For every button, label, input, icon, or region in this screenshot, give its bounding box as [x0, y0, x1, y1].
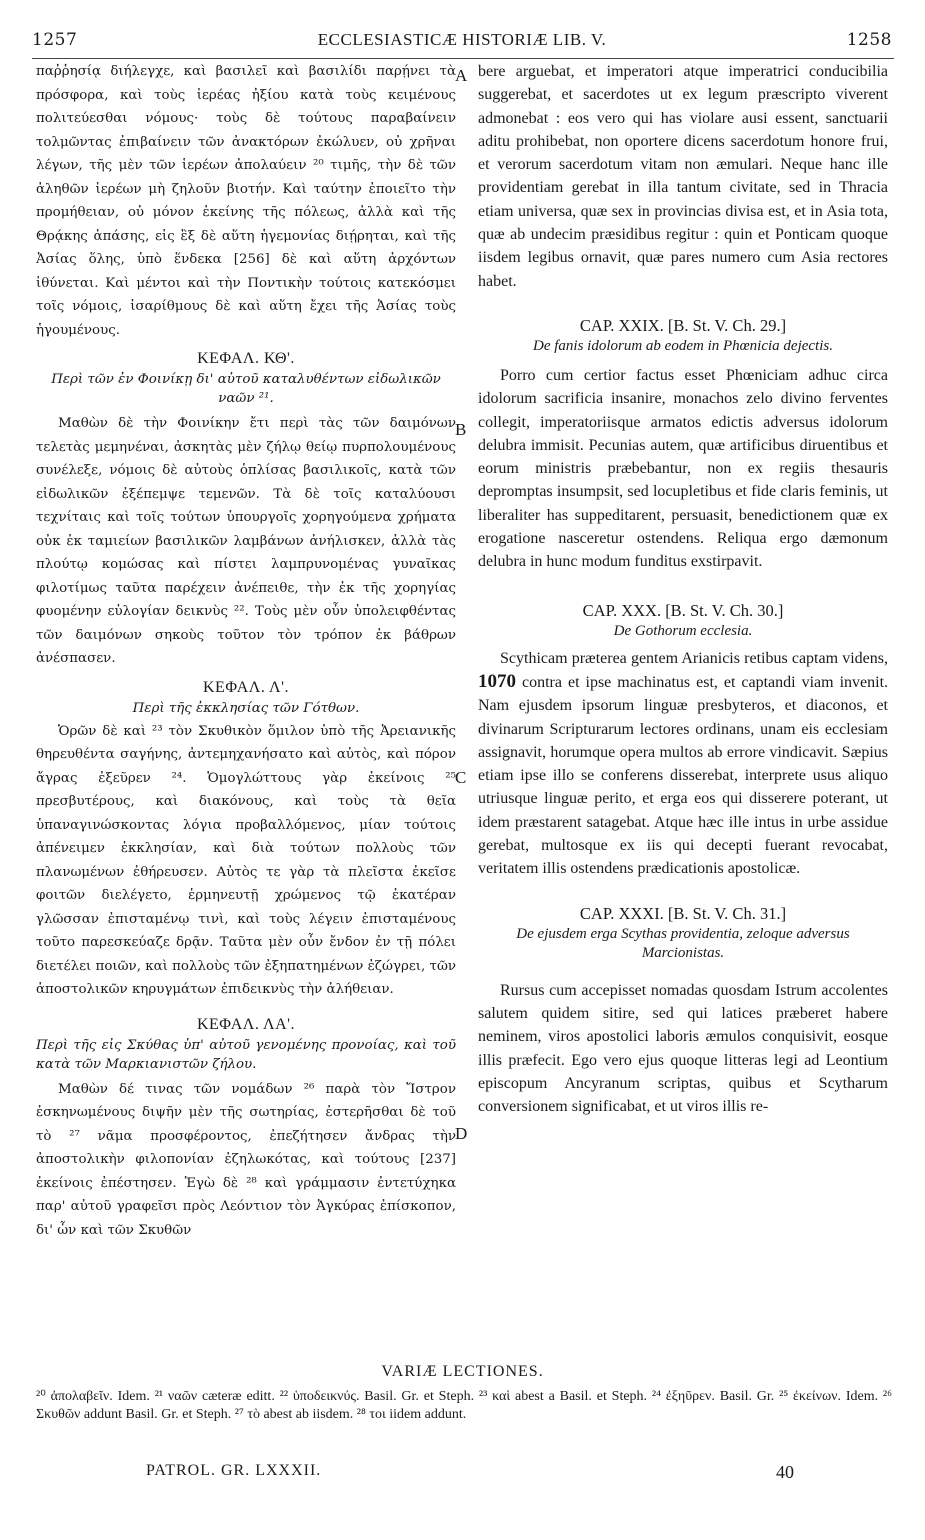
margin-letter-c: C [455, 768, 467, 787]
latin-cap31-subtitle: De ejusdem erga Scythas providentia, zeloque adversus Marcionistas. [516, 925, 850, 961]
variae-lectiones-text: ²⁰ ἀπολαβεῖν. Idem. ²¹ ναῶν cæteræ editt. ²² ὑποδεικνύς. Basil. Gr. et Steph. ²³ καὶ abest a Basil. et Steph. ²⁴ ἐξηῦρεν. Basil. Gr. ²⁵ ἐκείνων. Idem. ²⁶ Σκυθῶν addunt Basil. Gr. et Steph. ²⁷ τὸ abest ab iisdem. ²⁸ τοι iidem addunt. [36, 1389, 892, 1422]
footer-sheet-number: 40 [776, 1462, 794, 1482]
latin-cap30-text [478, 647, 888, 881]
greek-cap30-text: Ὁρῶν δὲ καὶ ²³ τὸν Σκυθικὸν ὅμιλον ὑπὸ τῆς Ἀρειανικῆς θηρευθέντα σαγήνης, ἀντεμηχανήσατο καὶ αὐτὸς, καὶ πόρον ἄγρας ἐξεῦρεν ²⁴. Ὁμογλώττους γὰρ ἐκείνοις ²⁵ πρεσβυτέρους, καὶ διακόνους, καὶ τοὺς τὰ θεῖα ὑπαναγινώσκοντας λόγια προβαλλόμενος, μίαν τούτοις ἀπένειμεν ἐκκλησίαν, καὶ διὰ τούτων πολλοὺς τῶν πλανωμένων ἐθήρευσεν. Αὐτὸς τε γὰρ τὰ πλεῖστα ἐκεῖσε φοιτῶν διελέγετο, ἑρμηνευτῇ χρώμενος τῷ ἑκατέραν γλῶσσαν ἐπισταμένῳ τινὶ, καὶ τοὺς λέγειν ἐπισταμένους τοῦτο παρεσκεύαζε δρᾷν. Ταῦτα μὲν οὖν ἔνδον ἐν τῇ πόλει διετέλει ποιῶν, καὶ πολλοὺς τῶν ἐξηπατημένων ἐζώγρει, τῶν ἀποστολικῶν κηρυγμάτων ἐπιδεικνὺς τὴν ἀλήθειαν. [36, 723, 457, 997]
column-number-1070: 1070 [478, 670, 516, 692]
footer-signature: PATROL. GR. LXXXII. [146, 1462, 322, 1479]
page-footer [36, 1462, 892, 1486]
greek-cap30-heading: ΚΕΦΑΛ. Λ'. [202, 678, 289, 696]
margin-letter-a: A [455, 66, 468, 85]
latin-column [478, 60, 888, 1118]
latin-intro-text: bere arguebat, et imperatori atque imperatrici conducibilia suggerebat, et sacerdotes ut ex legum præscripto viverent admonebat : eos vero qui has violare ausi essent, sanctuarii aditu prohibebat, non oportere dicens sacerdotum honore frui, et verorum sacerdotum vitam non æmulari. Neque hanc ille providentiam gerebat in illa tantum civitate, sed in Thracia etiam universa, quæ sex in provincias divisa est, et in Asia tota, quæ ab undecim præsidibus regitur : quin et Ponticam quoque iisdem legibus ornavit, quæ pares numero cum Asia rectores habet. [478, 63, 888, 290]
latin-cap29-heading: CAP. XXIX. [B. St. V. Ch. 29.] [579, 315, 787, 335]
greek-column [36, 60, 456, 1242]
latin-cap31-heading: CAP. XXXI. [B. St. V. Ch. 31.] [579, 903, 787, 923]
latin-cap30-text-b: contra et ipse machinatus est, et captandi viam invenit. Nam ejusdem ipsorum linguæ presbyteros, et diaconos, et divinarum Scripturarum lectores ordinans, unam eis ecclesiam assignavit, horumque opera multos ab errore vindicavit. Sæpius etiam ipse illo se conferens disserebat, interprete usus aliquo utriusque linguæ perito, et erga eos qui disserere poterant, ut idem præstarent satagebat. Atque hæc ille intus in urbe assidue gerebat, multosque ex iis qui decepti fuerant revocabat, veritatem illis ostendens prædicationis apostolicæ. [478, 673, 889, 878]
latin-cap31-text: Rursus cum accepisset nomadas quosdam Istrum accolentes salutem quidem sitire, sed qui latices præberet habere neminem, viros apostolici laboris æmulos conquisivit, eosque illis præfecit. Ego vero ejus quoque litteras legi ad Leontium episcopum Ancyranum scriptas, quibus et Scytharum conversionem significabat, et ut viros illis re- [478, 981, 888, 1116]
left-page-number: 1257 [32, 30, 78, 50]
variae-lectiones-title: VARIÆ LECTIONES. [381, 1363, 544, 1380]
greek-cap29-heading: ΚΕΦΑΛ. ΚΘ'. [197, 350, 295, 367]
latin-cap29-text: Porro cum certior factus esset Phœniciam adhuc circa idolorum sacrificia insanire, monachos zelo divino ferventes collegit, imperatoriisque armatos edictis adversus idolorum delubra immisit. Pecunias autem, quæ artificibus diruentibus et eorum ministris præbebantur, non ex regiis thesauris depromptas insumpsit, sed locupletibus et fide claris feminis, ut liberaliter has suppeditarent, persuasit, benedictionem quæ ex erogatione nasceretur ostendens. Reliqua ergo dæmonum delubra in hunc modum funditus exstirpavit. [478, 366, 888, 571]
running-title: ECCLESIASTICÆ HISTORIÆ LIB. V. [317, 30, 607, 49]
greek-cap31-heading: ΚΕΦΑΛ. ΛΑ'. [196, 1015, 296, 1033]
margin-letter-b: B [455, 420, 467, 439]
latin-cap30-heading: CAP. XXX. [B. St. V. Ch. 30.] [582, 600, 784, 620]
margin-letter-d: D [455, 1124, 468, 1143]
greek-cap30-subtitle: Περὶ τῆς ἐκκλησίας τῶν Γότθων. [132, 700, 360, 716]
greek-cap31-subtitle: Περὶ τῆς εἰς Σκύθας ὑπ' αὐτοῦ γενομένης προνοίας, καὶ τοῦ κατὰ τῶν Μαρκιανιστῶν ζήλου. [36, 1037, 456, 1072]
latin-cap30-text-a: Scythicam præterea gentem Arianicis retibus captam videns, [500, 649, 888, 667]
greek-intro-text: παῤῥησίᾳ διήλεγχε, καὶ βασιλεῖ καὶ βασιλίδι παρῄνει τὰ πρόσφορα, καὶ τοὺς ἱερέας ἠξίου κατὰ τοὺς κειμένους πολιτεύεσθαι νόμους· τοὺς δὲ τούτους παραβαίνειν τολμῶντας ἐπιβαίνειν τῶν ἀνακτόρων ἐκώλυεν, οὐ χρῆναι λέγων, τῆς μὲν τῶν ἱερέων ἀπολαύειν ²⁰ τιμῆς, τὴν δὲ τῶν ἀληθῶν ἱερέων μὴ ζηλοῦν βιοτήν. Καὶ ταύτην ἐποιεῖτο τὴν προμήθειαν, οὐ μόνον ἐκείνης τῆς πόλεως, ἀλλὰ καὶ τῆς Θρᾴκης ἁπάσης, εἰς ἓξ δὲ αὕτη ἡγεμονίας διῄρηται, καὶ τῆς Ἀσίας ὅλης, ὑπὸ ἕνδεκα [256] δὲ καὶ αὕτη ἀρχόντων ἰθύνεται. Καὶ μέντοι καὶ τὴν Ποντικὴν τούτοις κατεκόσμει τοῖς νόμοις, ἰσαρίθμους δὲ καὶ αὕτη ἔχει τῆς Ἀσίας τοὺς ἡγουμένους. [36, 64, 456, 338]
greek-cap29-subtitle: Περὶ τῶν ἐν Φοινίκῃ δι' αὐτοῦ καταλυθέντων εἰδωλικῶν ναῶν ²¹. [51, 372, 441, 406]
latin-cap30-subtitle: De Gothorum ecclesia. [613, 622, 753, 639]
header-rule [32, 58, 894, 59]
right-page-number: 1258 [846, 30, 892, 50]
greek-cap29-text: Μαθὼν δὲ τὴν Φοινίκην ἔτι περὶ τὰς τῶν δαιμόνων τελετὰς μεμηνέναι, ἀσκητὰς μὲν ζήλῳ θείῳ πυρπολουμένους συνέλεξε, νόμοις δὲ αὐτοὺς ὁπλίσας βασιλικοῖς, κατὰ τῶν εἰδωλικῶν ἐξέπεμψε τεμενῶν. Τὰ δὲ τοῖς καταλύουσι τεχνίταις καὶ τοῖς τούτων ὑπουργοῖς χορηγούμενα χρήματα οὐκ ἐκ ταμιείων βασιλικῶν λαμβάνων ἀνήλισκεν, ἀλλὰ τὰς πλούτῳ κομώσας καὶ πίστει λαμπρυνομένας γυναῖκας φιλοτίμως ταῦτα παρέχειν ἀνέπειθε, τὴν ἐκ τῆς χορηγίας φυομένην εὐλογίαν δεικνὺς ²². Τοὺς μὲν οὖν ὑπολειφθέντας τῶν δαιμόνων σηκοὺς τοῦτον τὸν τρόπον ἐκ βάθρων ἀνέσπασεν. [36, 416, 456, 666]
greek-cap31-text: Μαθὼν δέ τινας τῶν νομάδων ²⁶ παρὰ τὸν Ἴστρον ἐσκηνωμένους διψῆν μὲν τῆς σωτηρίας, ἐστερῆσθαι δὲ τοῦ τὸ ²⁷ νᾶμα προσφέροντος, ἐπεζήτησεν ἄνδρας τὴν ἀποστολικὴν φιλοπονίαν ἐζηλωκότας, καὶ τούτους [237] ἐκείνοις ἐπέστησεν. Ἐγὼ δὲ ²⁸ καὶ γράμμασιν ἐντετύχηκα παρ' αὐτοῦ γραφεῖσι πρὸς Λεόντιον τὸν Ἀγκύρας ἐπίσκοπον, δι' ὧν καὶ τῶν Σκυθῶν [36, 1081, 456, 1238]
running-header [32, 30, 892, 58]
latin-cap29-subtitle: De fanis idolorum ab eodem in Phœnicia dejectis. [533, 337, 833, 354]
